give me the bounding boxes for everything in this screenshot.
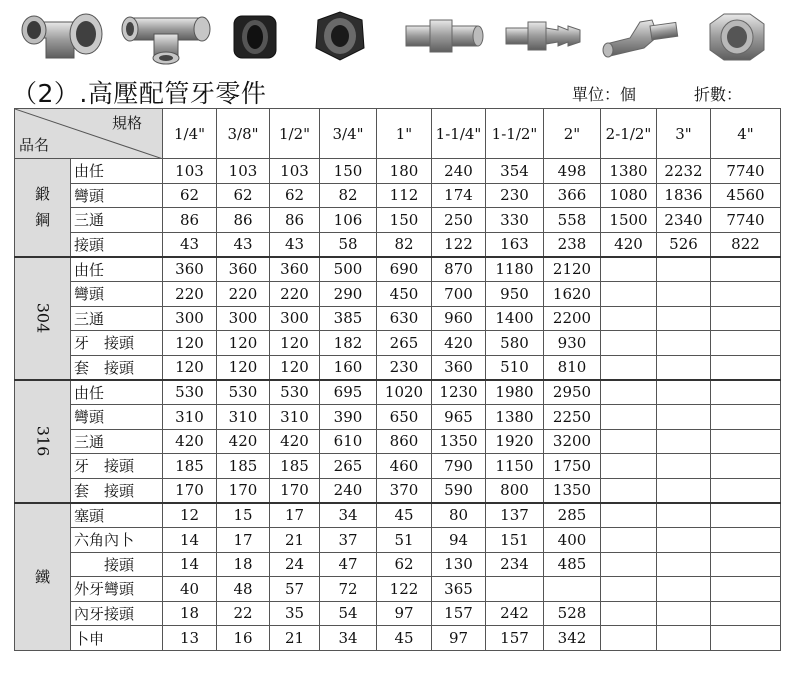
size-header: 3" bbox=[657, 109, 711, 159]
price-cell: 94 bbox=[432, 527, 486, 552]
price-cell: 240 bbox=[432, 159, 486, 184]
price-cell: 62 bbox=[377, 552, 432, 577]
price-cell bbox=[711, 454, 781, 479]
price-cell: 510 bbox=[486, 355, 544, 380]
price-cell: 450 bbox=[377, 281, 432, 306]
price-cell bbox=[657, 577, 711, 602]
item-name: 牙 接頭 bbox=[71, 331, 163, 356]
size-header: 1/4" bbox=[163, 109, 217, 159]
price-cell: 120 bbox=[217, 355, 270, 380]
price-cell: 590 bbox=[432, 478, 486, 503]
price-cell: 310 bbox=[163, 404, 217, 429]
price-cell: 360 bbox=[163, 257, 217, 282]
item-name: 三通 bbox=[71, 208, 163, 233]
price-cell: 43 bbox=[270, 232, 320, 257]
table-row bbox=[15, 232, 781, 257]
price-cell bbox=[657, 281, 711, 306]
item-name: 由任 bbox=[71, 159, 163, 184]
price-cell: 1920 bbox=[486, 429, 544, 454]
price-cell: 1230 bbox=[432, 380, 486, 405]
price-cell bbox=[657, 503, 711, 528]
price-cell: 300 bbox=[217, 306, 270, 331]
price-cell: 150 bbox=[320, 159, 377, 184]
price-cell bbox=[711, 478, 781, 503]
price-cell: 526 bbox=[657, 232, 711, 257]
price-cell: 700 bbox=[432, 281, 486, 306]
item-name: 接頭 bbox=[71, 552, 163, 577]
item-name: 卜申 bbox=[71, 626, 163, 651]
price-cell: 460 bbox=[377, 454, 432, 479]
price-cell: 37 bbox=[320, 527, 377, 552]
table-row bbox=[15, 527, 781, 552]
header-row bbox=[15, 109, 781, 159]
material-group-label bbox=[15, 380, 71, 503]
price-cell: 485 bbox=[544, 552, 601, 577]
price-cell: 2232 bbox=[657, 159, 711, 184]
price-cell: 150 bbox=[377, 208, 432, 233]
price-cell: 265 bbox=[320, 454, 377, 479]
hose-barb-icon bbox=[502, 16, 586, 56]
price-cell: 62 bbox=[163, 183, 217, 208]
price-cell: 385 bbox=[320, 306, 377, 331]
price-cell: 130 bbox=[432, 552, 486, 577]
price-cell: 390 bbox=[320, 404, 377, 429]
price-cell: 2340 bbox=[657, 208, 711, 233]
size-header: 4" bbox=[711, 109, 781, 159]
price-cell: 310 bbox=[270, 404, 320, 429]
price-cell bbox=[657, 404, 711, 429]
price-cell: 86 bbox=[270, 208, 320, 233]
price-cell: 965 bbox=[432, 404, 486, 429]
item-name: 三通 bbox=[71, 306, 163, 331]
size-header: 2-1/2" bbox=[601, 109, 657, 159]
price-cell: 300 bbox=[163, 306, 217, 331]
price-cell: 18 bbox=[163, 601, 217, 626]
item-name: 塞頭 bbox=[71, 503, 163, 528]
price-cell: 112 bbox=[377, 183, 432, 208]
price-cell: 265 bbox=[377, 331, 432, 356]
price-cell: 370 bbox=[377, 478, 432, 503]
price-cell: 47 bbox=[320, 552, 377, 577]
item-name: 六角內卜 bbox=[71, 527, 163, 552]
price-cell: 930 bbox=[544, 331, 601, 356]
table-row bbox=[15, 577, 781, 602]
section-heading bbox=[12, 74, 792, 106]
price-cell: 860 bbox=[377, 429, 432, 454]
price-cell: 182 bbox=[320, 331, 377, 356]
table-row bbox=[15, 503, 781, 528]
item-name: 由任 bbox=[71, 380, 163, 405]
price-cell: 7740 bbox=[711, 159, 781, 184]
price-cell bbox=[711, 626, 781, 651]
price-cell: 2250 bbox=[544, 404, 601, 429]
price-cell: 45 bbox=[377, 503, 432, 528]
price-cell: 80 bbox=[432, 503, 486, 528]
price-cell: 7740 bbox=[711, 208, 781, 233]
price-cell: 35 bbox=[270, 601, 320, 626]
price-cell: 12 bbox=[163, 503, 217, 528]
price-cell bbox=[711, 601, 781, 626]
price-cell bbox=[601, 306, 657, 331]
price-cell: 120 bbox=[270, 355, 320, 380]
price-cell: 360 bbox=[217, 257, 270, 282]
price-cell: 300 bbox=[270, 306, 320, 331]
price-cell: 1080 bbox=[601, 183, 657, 208]
name-header: 品名 bbox=[19, 136, 50, 154]
price-cell: 54 bbox=[320, 601, 377, 626]
price-cell: 48 bbox=[217, 577, 270, 602]
table-row bbox=[15, 183, 781, 208]
price-cell: 690 bbox=[377, 257, 432, 282]
page-title: （2）.高壓配管牙零件 bbox=[12, 79, 267, 108]
price-cell: 151 bbox=[486, 527, 544, 552]
price-cell: 62 bbox=[217, 183, 270, 208]
price-cell bbox=[711, 429, 781, 454]
price-cell bbox=[601, 257, 657, 282]
price-cell: 285 bbox=[544, 503, 601, 528]
price-cell: 810 bbox=[544, 355, 601, 380]
price-cell bbox=[601, 380, 657, 405]
price-cell: 170 bbox=[217, 478, 270, 503]
price-cell: 34 bbox=[320, 503, 377, 528]
price-cell: 18 bbox=[217, 552, 270, 577]
price-cell bbox=[657, 601, 711, 626]
price-cell bbox=[711, 404, 781, 429]
price-cell bbox=[657, 626, 711, 651]
hex-nipple-icon bbox=[402, 14, 486, 58]
price-cell: 558 bbox=[544, 208, 601, 233]
material-group-label bbox=[15, 257, 71, 380]
price-cell bbox=[601, 552, 657, 577]
price-cell: 174 bbox=[432, 183, 486, 208]
item-name: 內牙接頭 bbox=[71, 601, 163, 626]
price-cell bbox=[711, 281, 781, 306]
price-cell: 157 bbox=[486, 626, 544, 651]
size-header: 1-1/4" bbox=[432, 109, 486, 159]
price-cell: 498 bbox=[544, 159, 601, 184]
price-cell: 21 bbox=[270, 626, 320, 651]
price-cell bbox=[657, 454, 711, 479]
price-cell: 1836 bbox=[657, 183, 711, 208]
price-cell: 43 bbox=[163, 232, 217, 257]
price-cell: 500 bbox=[320, 257, 377, 282]
price-cell: 870 bbox=[432, 257, 486, 282]
size-header: 3/4" bbox=[320, 109, 377, 159]
table-row bbox=[15, 159, 781, 184]
price-cell: 14 bbox=[163, 552, 217, 577]
table-row bbox=[15, 478, 781, 503]
price-cell bbox=[657, 257, 711, 282]
price-cell bbox=[711, 257, 781, 282]
item-name: 接頭 bbox=[71, 232, 163, 257]
price-cell: 120 bbox=[163, 331, 217, 356]
price-cell bbox=[711, 552, 781, 577]
price-cell: 160 bbox=[320, 355, 377, 380]
price-cell: 365 bbox=[432, 577, 486, 602]
table-row bbox=[15, 552, 781, 577]
item-name: 彎頭 bbox=[71, 183, 163, 208]
price-cell: 3200 bbox=[544, 429, 601, 454]
price-cell: 163 bbox=[486, 232, 544, 257]
hex-bushing-icon bbox=[702, 10, 770, 64]
price-cell bbox=[601, 355, 657, 380]
price-cell: 360 bbox=[432, 355, 486, 380]
price-cell bbox=[657, 429, 711, 454]
price-cell: 97 bbox=[377, 601, 432, 626]
price-cell: 822 bbox=[711, 232, 781, 257]
price-cell: 51 bbox=[377, 527, 432, 552]
item-name: 彎頭 bbox=[71, 404, 163, 429]
price-cell: 120 bbox=[270, 331, 320, 356]
price-cell: 420 bbox=[163, 429, 217, 454]
price-cell bbox=[711, 380, 781, 405]
price-cell: 1150 bbox=[486, 454, 544, 479]
tee-fitting-icon bbox=[120, 6, 212, 66]
price-cell: 1980 bbox=[486, 380, 544, 405]
item-name: 由任 bbox=[71, 257, 163, 282]
price-cell: 530 bbox=[217, 380, 270, 405]
price-cell: 185 bbox=[163, 454, 217, 479]
table-row bbox=[15, 257, 781, 282]
price-cell: 420 bbox=[270, 429, 320, 454]
price-cell: 58 bbox=[320, 232, 377, 257]
price-cell: 610 bbox=[320, 429, 377, 454]
table-row bbox=[15, 626, 781, 651]
price-cell: 120 bbox=[217, 331, 270, 356]
price-cell: 342 bbox=[544, 626, 601, 651]
material-group-name: 鍛 鋼 bbox=[34, 185, 50, 230]
price-cell: 420 bbox=[217, 429, 270, 454]
price-cell: 1400 bbox=[486, 306, 544, 331]
price-cell bbox=[601, 281, 657, 306]
price-cell: 2120 bbox=[544, 257, 601, 282]
price-cell: 650 bbox=[377, 404, 432, 429]
price-cell bbox=[711, 577, 781, 602]
price-cell bbox=[544, 577, 601, 602]
male-elbow-icon bbox=[600, 8, 684, 64]
price-cell: 1380 bbox=[601, 159, 657, 184]
size-header: 1/2" bbox=[270, 109, 320, 159]
price-cell: 250 bbox=[432, 208, 486, 233]
discount-label: 折數： bbox=[694, 85, 743, 104]
price-cell bbox=[657, 478, 711, 503]
price-cell: 180 bbox=[377, 159, 432, 184]
price-cell: 103 bbox=[217, 159, 270, 184]
price-cell bbox=[601, 404, 657, 429]
table-row bbox=[15, 306, 781, 331]
price-cell: 1380 bbox=[486, 404, 544, 429]
price-cell: 72 bbox=[320, 577, 377, 602]
price-cell: 185 bbox=[217, 454, 270, 479]
price-cell bbox=[601, 429, 657, 454]
price-cell bbox=[657, 306, 711, 331]
price-cell bbox=[601, 503, 657, 528]
price-cell: 86 bbox=[217, 208, 270, 233]
price-cell: 170 bbox=[270, 478, 320, 503]
price-cell: 122 bbox=[432, 232, 486, 257]
price-cell: 220 bbox=[217, 281, 270, 306]
price-cell: 1350 bbox=[544, 478, 601, 503]
item-name: 套 接頭 bbox=[71, 478, 163, 503]
price-cell bbox=[657, 331, 711, 356]
material-group-name: 316 bbox=[33, 426, 53, 457]
price-cell: 13 bbox=[163, 626, 217, 651]
item-name: 外牙彎頭 bbox=[71, 577, 163, 602]
price-cell: 24 bbox=[270, 552, 320, 577]
table-row bbox=[15, 208, 781, 233]
item-name: 牙 接頭 bbox=[71, 454, 163, 479]
price-cell: 1620 bbox=[544, 281, 601, 306]
price-cell: 185 bbox=[270, 454, 320, 479]
price-cell: 242 bbox=[486, 601, 544, 626]
price-cell: 40 bbox=[163, 577, 217, 602]
table-row bbox=[15, 454, 781, 479]
price-cell: 240 bbox=[320, 478, 377, 503]
size-header: 2" bbox=[544, 109, 601, 159]
price-cell: 310 bbox=[217, 404, 270, 429]
price-cell: 950 bbox=[486, 281, 544, 306]
price-cell: 170 bbox=[163, 478, 217, 503]
item-name: 套 接頭 bbox=[71, 355, 163, 380]
price-cell: 4560 bbox=[711, 183, 781, 208]
price-cell: 97 bbox=[432, 626, 486, 651]
table-row bbox=[15, 380, 781, 405]
spec-header: 規格 bbox=[111, 114, 142, 132]
price-cell bbox=[657, 552, 711, 577]
price-cell: 290 bbox=[320, 281, 377, 306]
material-group-label bbox=[15, 503, 71, 651]
price-cell: 17 bbox=[270, 503, 320, 528]
price-cell: 17 bbox=[217, 527, 270, 552]
price-cell: 137 bbox=[486, 503, 544, 528]
price-cell bbox=[711, 306, 781, 331]
price-cell: 790 bbox=[432, 454, 486, 479]
corner-header bbox=[15, 109, 163, 159]
table-row bbox=[15, 601, 781, 626]
price-cell: 580 bbox=[486, 331, 544, 356]
price-cell: 400 bbox=[544, 527, 601, 552]
price-cell: 360 bbox=[270, 257, 320, 282]
price-cell: 238 bbox=[544, 232, 601, 257]
material-group-name: 304 bbox=[33, 303, 53, 334]
table-row bbox=[15, 404, 781, 429]
price-cell: 530 bbox=[270, 380, 320, 405]
price-cell bbox=[601, 331, 657, 356]
item-name: 三通 bbox=[71, 429, 163, 454]
price-cell bbox=[601, 527, 657, 552]
price-cell: 82 bbox=[320, 183, 377, 208]
price-cell: 14 bbox=[163, 527, 217, 552]
unit-label: 單位：個 bbox=[572, 85, 637, 104]
price-cell: 57 bbox=[270, 577, 320, 602]
price-cell: 420 bbox=[432, 331, 486, 356]
price-cell: 157 bbox=[432, 601, 486, 626]
table-row bbox=[15, 331, 781, 356]
price-cell bbox=[657, 380, 711, 405]
price-cell: 1020 bbox=[377, 380, 432, 405]
price-cell: 630 bbox=[377, 306, 432, 331]
table-row bbox=[15, 429, 781, 454]
union-nut-icon bbox=[308, 8, 370, 66]
price-cell: 960 bbox=[432, 306, 486, 331]
price-cell: 86 bbox=[163, 208, 217, 233]
socket-coupling-icon bbox=[228, 12, 282, 64]
material-group-name: 鐵 bbox=[34, 567, 50, 586]
price-cell: 103 bbox=[163, 159, 217, 184]
price-cell bbox=[601, 454, 657, 479]
price-cell: 43 bbox=[217, 232, 270, 257]
size-header: 1" bbox=[377, 109, 432, 159]
price-cell: 800 bbox=[486, 478, 544, 503]
price-cell: 1500 bbox=[601, 208, 657, 233]
size-header: 1-1/2" bbox=[486, 109, 544, 159]
price-cell: 45 bbox=[377, 626, 432, 651]
price-cell: 15 bbox=[217, 503, 270, 528]
price-cell: 1180 bbox=[486, 257, 544, 282]
price-cell bbox=[711, 355, 781, 380]
size-header: 3/8" bbox=[217, 109, 270, 159]
product-photo-strip bbox=[0, 0, 800, 76]
price-cell: 1750 bbox=[544, 454, 601, 479]
price-cell bbox=[711, 503, 781, 528]
price-cell: 354 bbox=[486, 159, 544, 184]
price-cell: 234 bbox=[486, 552, 544, 577]
price-cell: 122 bbox=[377, 577, 432, 602]
price-cell bbox=[711, 331, 781, 356]
material-group-label bbox=[15, 159, 71, 257]
price-table-body bbox=[15, 159, 781, 651]
price-cell: 366 bbox=[544, 183, 601, 208]
price-cell: 220 bbox=[163, 281, 217, 306]
price-cell: 103 bbox=[270, 159, 320, 184]
table-row bbox=[15, 281, 781, 306]
price-cell: 34 bbox=[320, 626, 377, 651]
price-cell: 220 bbox=[270, 281, 320, 306]
price-cell: 230 bbox=[377, 355, 432, 380]
price-cell: 2950 bbox=[544, 380, 601, 405]
price-cell: 420 bbox=[601, 232, 657, 257]
price-cell bbox=[601, 601, 657, 626]
price-cell: 1350 bbox=[432, 429, 486, 454]
price-cell: 106 bbox=[320, 208, 377, 233]
price-cell: 82 bbox=[377, 232, 432, 257]
item-name: 彎頭 bbox=[71, 281, 163, 306]
price-cell: 528 bbox=[544, 601, 601, 626]
price-cell: 16 bbox=[217, 626, 270, 651]
price-cell: 530 bbox=[163, 380, 217, 405]
price-cell: 230 bbox=[486, 183, 544, 208]
price-cell: 62 bbox=[270, 183, 320, 208]
price-cell: 21 bbox=[270, 527, 320, 552]
price-cell: 22 bbox=[217, 601, 270, 626]
price-cell: 2200 bbox=[544, 306, 601, 331]
price-cell bbox=[601, 478, 657, 503]
price-cell bbox=[657, 355, 711, 380]
table-row bbox=[15, 355, 781, 380]
price-cell bbox=[711, 527, 781, 552]
price-cell bbox=[657, 527, 711, 552]
elbow-fitting-icon bbox=[16, 8, 108, 66]
price-cell: 695 bbox=[320, 380, 377, 405]
price-cell: 330 bbox=[486, 208, 544, 233]
price-cell bbox=[601, 577, 657, 602]
price-cell: 120 bbox=[163, 355, 217, 380]
price-table bbox=[14, 108, 781, 651]
price-cell bbox=[601, 626, 657, 651]
price-cell bbox=[486, 577, 544, 602]
